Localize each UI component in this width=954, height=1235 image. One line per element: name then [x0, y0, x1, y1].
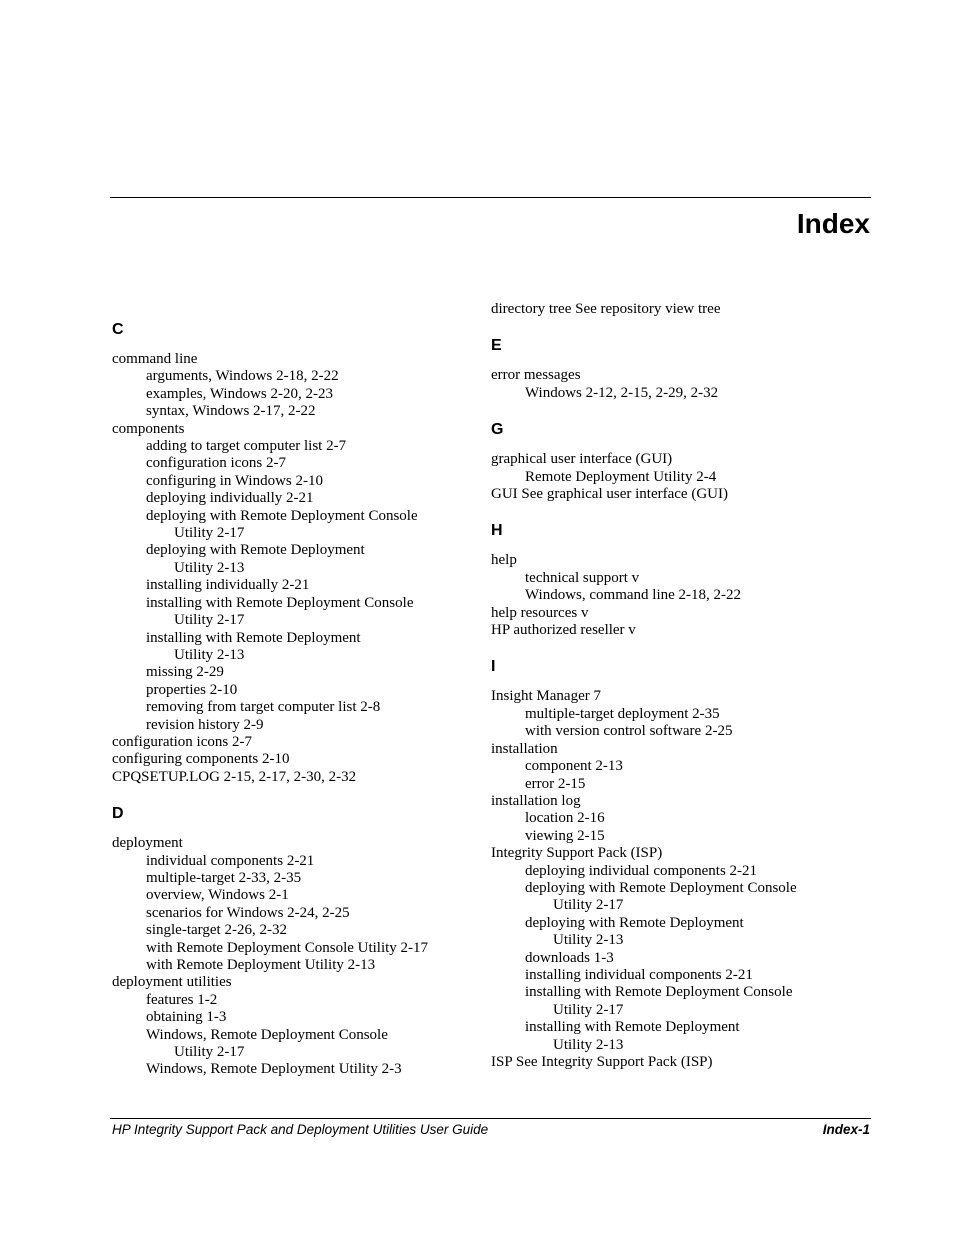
- index-entry: Insight Manager 7: [491, 688, 601, 705]
- index-entry: HP authorized reseller v: [491, 622, 636, 639]
- index-section: [491, 402, 861, 503]
- index-entry: directory tree See repository view tree: [491, 301, 721, 317]
- index-entry: deployment utilities: [112, 974, 232, 991]
- page-title: Index: [796, 208, 870, 239]
- index-subentry: Utility 2-17: [553, 897, 624, 914]
- index-entry: command line: [112, 351, 198, 367]
- index-subentry: technical support v: [525, 569, 640, 586]
- index-subentry: Utility 2-17: [174, 525, 245, 542]
- index-letter-heading: D: [112, 805, 124, 823]
- index-subentry: multiple-target 2-33, 2-35: [146, 869, 302, 886]
- section-spacer: [491, 318, 861, 334]
- index-subentry: installing with Remote Deployment Console: [525, 984, 793, 1001]
- index-subentry: Utility 2-17: [174, 612, 245, 629]
- index-subentry: viewing 2-15: [525, 827, 605, 844]
- index-subentry: Remote Deployment Utility 2-4: [525, 468, 717, 485]
- index-section: [491, 301, 861, 318]
- index-subentry: Windows, Remote Deployment Utility 2-3: [146, 1061, 402, 1078]
- index-subentry: downloads 1-3: [525, 949, 614, 966]
- index-subentry: installing individual components 2-21: [525, 966, 753, 983]
- index-entry: error messages: [491, 367, 581, 384]
- index-letter-heading: H: [491, 522, 503, 540]
- index-subentry: with version control software 2-25: [525, 723, 733, 740]
- index-subentry: scenarios for Windows 2-24, 2-25: [146, 904, 350, 921]
- index-section: [491, 639, 861, 1071]
- index-subentry: multiple-target deployment 2-35: [525, 705, 720, 722]
- index-subentry: Utility 2-13: [553, 1036, 624, 1053]
- index-subentry: Utility 2-17: [553, 1001, 624, 1018]
- index-subentry: obtaining 1-3: [146, 1009, 227, 1026]
- index-subentry: Utility 2-13: [553, 932, 624, 949]
- index-subentry: Windows, command line 2-18, 2-22: [525, 587, 742, 604]
- index-subentry: overview, Windows 2-1: [146, 887, 289, 904]
- index-subentry: installing with Remote Deployment Console: [146, 594, 414, 611]
- index-entry: graphical user interface (GUI): [491, 451, 673, 468]
- footer-rule: [110, 1118, 871, 1119]
- index-subentry: properties 2-10: [146, 681, 238, 698]
- index-subentry: component 2-13: [525, 758, 623, 775]
- index-entry: installation log: [491, 792, 581, 809]
- index-entry: CPQSETUP.LOG 2-15, 2-17, 2-30, 2-32: [112, 768, 357, 785]
- index-subentry: Utility 2-13: [174, 559, 245, 576]
- index-entry: deployment: [112, 835, 183, 852]
- index-letter-heading: C: [112, 321, 124, 338]
- index-subentry: deploying with Remote Deployment Console: [525, 879, 797, 896]
- index-section: [491, 318, 861, 402]
- index-subentry: installing with Remote Deployment: [525, 1019, 740, 1036]
- index-subentry: configuration icons 2-7: [146, 455, 286, 472]
- index-subentry: installing with Remote Deployment: [146, 629, 361, 646]
- index-subentry: configuring in Windows 2-10: [146, 472, 324, 489]
- index-letter-heading: E: [491, 337, 502, 355]
- index-subentry: deploying individual components 2-21: [525, 862, 758, 879]
- index-subentry: Utility 2-13: [174, 646, 245, 663]
- index-subentry: deploying individually 2-21: [146, 490, 314, 507]
- index-subentry: installing individually 2-21: [146, 577, 310, 594]
- index-subentry: features 1-2: [146, 991, 218, 1008]
- index-letter-heading: G: [491, 421, 504, 439]
- index-subentry: single-target 2-26, 2-32: [146, 922, 287, 939]
- index-section: [112, 318, 462, 786]
- section-spacer: [112, 786, 462, 802]
- index-subentry: missing 2-29: [146, 664, 224, 681]
- index-subentry: adding to target computer list 2-7: [146, 438, 347, 455]
- index-entry: configuration icons 2-7: [112, 733, 252, 750]
- index-letter-heading: I: [491, 658, 496, 676]
- index-subentry: individual components 2-21: [146, 852, 315, 869]
- index-subentry: Windows, Remote Deployment Console: [146, 1026, 388, 1043]
- index-subentry: removing from target computer list 2-8: [146, 699, 381, 716]
- index-subentry: syntax, Windows 2-17, 2-22: [146, 403, 316, 420]
- section-spacer: [491, 639, 861, 655]
- index-subentry: with Remote Deployment Console Utility 2-17: [146, 939, 429, 956]
- index-entry: GUI See graphical user interface (GUI): [491, 486, 728, 503]
- index-entry: ISP See Integrity Support Pack (ISP): [491, 1054, 713, 1070]
- index-entry: configuring components 2-10: [112, 751, 290, 768]
- index-entry: components: [112, 420, 185, 437]
- index-subentry: with Remote Deployment Utility 2-13: [146, 957, 376, 973]
- index-column-left: [112, 318, 462, 1079]
- index-section: [112, 786, 462, 1079]
- index-subentry: error 2-15: [525, 775, 586, 792]
- index-subentry: Utility 2-17: [174, 1044, 245, 1061]
- index-subentry: deploying with Remote Deployment Console: [146, 507, 418, 524]
- index-subentry: deploying with Remote Deployment: [525, 914, 744, 931]
- index-entry: help: [491, 552, 517, 569]
- index-column-right: [491, 301, 861, 1071]
- index-entry: installation: [491, 740, 558, 757]
- index-entry: help resources v: [491, 604, 589, 621]
- section-spacer: [491, 503, 861, 519]
- footer-page-number: Index-1: [822, 1122, 870, 1137]
- header-rule: [110, 197, 871, 198]
- section-spacer: [491, 402, 861, 418]
- index-subentry: revision history 2-9: [146, 716, 264, 733]
- index-subentry: arguments, Windows 2-18, 2-22: [146, 368, 339, 385]
- index-section: [491, 503, 861, 639]
- index-subentry: deploying with Remote Deployment: [146, 542, 365, 559]
- index-subentry: examples, Windows 2-20, 2-23: [146, 385, 334, 402]
- footer-guide-title: HP Integrity Support Pack and Deployment Utilities User Guide: [112, 1122, 489, 1137]
- index-subentry: location 2-16: [525, 810, 605, 827]
- index-subentry: Windows 2-12, 2-15, 2-29, 2-32: [525, 384, 719, 401]
- index-entry: Integrity Support Pack (ISP): [491, 845, 663, 862]
